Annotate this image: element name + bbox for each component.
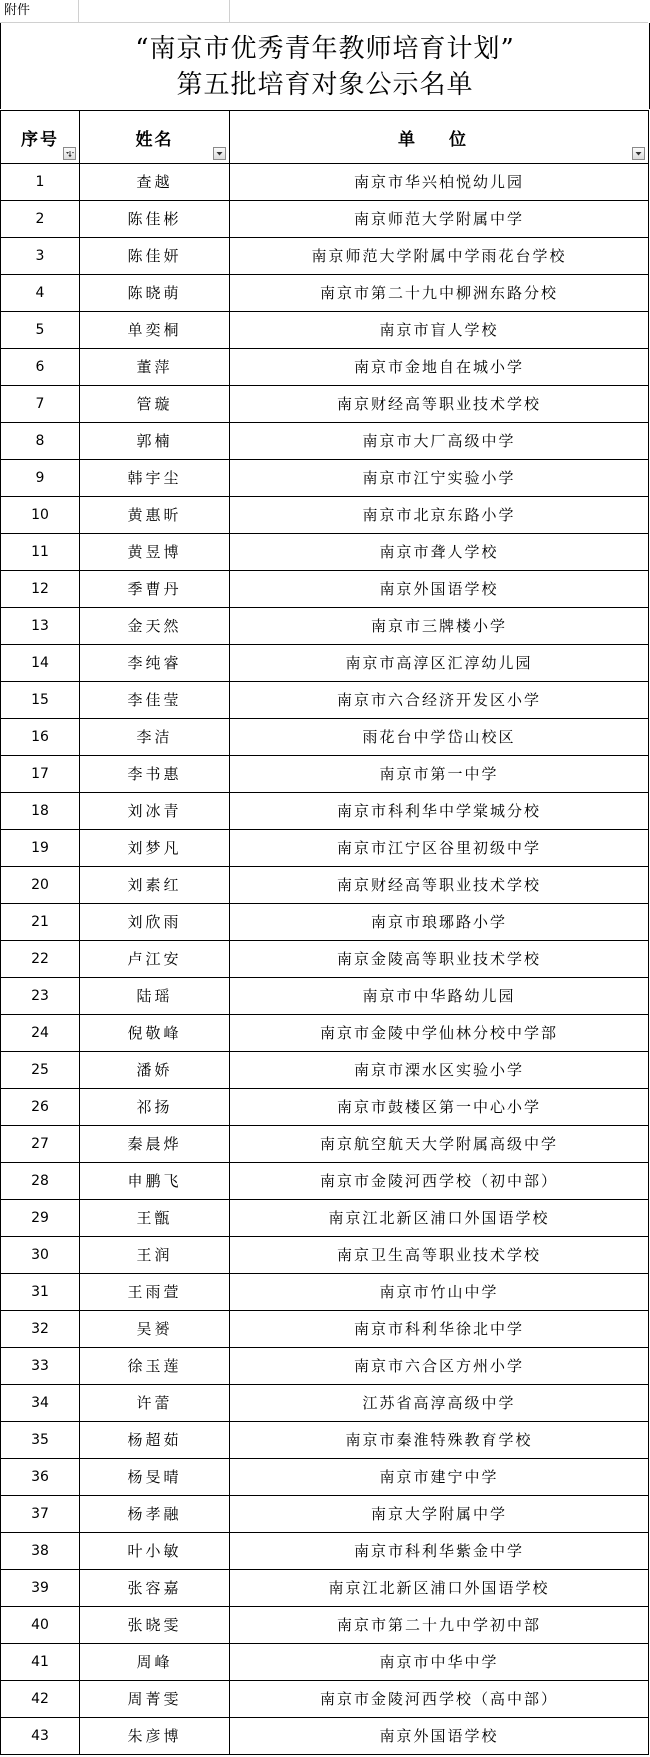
table-row: [1, 312, 649, 349]
name-cell[interactable]: 祁扬: [80, 1089, 230, 1126]
header-unit[interactable]: [230, 111, 649, 164]
unit-cell[interactable]: 雨花台中学岱山校区: [230, 719, 649, 756]
row-number-cell[interactable]: 27: [1, 1126, 80, 1163]
row-number-cell[interactable]: 1: [1, 164, 80, 201]
unit-cell[interactable]: 南京师范大学附属中学: [230, 201, 649, 238]
name-cell[interactable]: 杨超茹: [80, 1422, 230, 1459]
row-number-cell[interactable]: 33: [1, 1348, 80, 1385]
name-cell[interactable]: 季曹丹: [80, 571, 230, 608]
unit-cell[interactable]: 南京市金陵中学仙林分校中学部: [230, 1015, 649, 1052]
row-number-cell[interactable]: 24: [1, 1015, 80, 1052]
row-number-cell[interactable]: 10: [1, 497, 80, 534]
row-number-cell[interactable]: 18: [1, 793, 80, 830]
table-row: [1, 1237, 649, 1274]
unit-cell[interactable]: 南京市江宁区谷里初级中学: [230, 830, 649, 867]
table-row: [1, 645, 649, 682]
row-number-cell[interactable]: 26: [1, 1089, 80, 1126]
unit-cell[interactable]: 南京大学附属中学: [230, 1496, 649, 1533]
row-number-cell[interactable]: 12: [1, 571, 80, 608]
unit-cell[interactable]: 南京市科利华紫金中学: [230, 1533, 649, 1570]
name-cell[interactable]: 李纯睿: [80, 645, 230, 682]
name-cell[interactable]: 查越: [80, 164, 230, 201]
table-row: [1, 793, 649, 830]
row-number-cell[interactable]: 13: [1, 608, 80, 645]
row-number-cell[interactable]: 7: [1, 386, 80, 423]
table-row: [1, 1422, 649, 1459]
table-row: [1, 1533, 649, 1570]
name-cell[interactable]: 刘梦凡: [80, 830, 230, 867]
name-cell[interactable]: 陆瑶: [80, 978, 230, 1015]
name-cell[interactable]: 董萍: [80, 349, 230, 386]
row-number-cell[interactable]: 43: [1, 1718, 80, 1755]
table-row: [1, 497, 649, 534]
row-number-cell[interactable]: 15: [1, 682, 80, 719]
row-number-cell[interactable]: 19: [1, 830, 80, 867]
header-no-label: 序号: [21, 129, 59, 150]
row-number-cell[interactable]: 34: [1, 1385, 80, 1422]
name-cell[interactable]: 周菁雯: [80, 1681, 230, 1718]
unit-cell[interactable]: 南京市华兴柏悦幼儿园: [230, 164, 649, 201]
name-cell[interactable]: 张晓雯: [80, 1607, 230, 1644]
name-cell[interactable]: 黄惠昕: [80, 497, 230, 534]
row-number-cell[interactable]: 22: [1, 941, 80, 978]
unit-cell[interactable]: 南京市聋人学校: [230, 534, 649, 571]
name-cell[interactable]: 李书惠: [80, 756, 230, 793]
table-row: [1, 164, 649, 201]
unit-cell[interactable]: 南京市第一中学: [230, 756, 649, 793]
row-number-cell[interactable]: 11: [1, 534, 80, 571]
row-number-cell[interactable]: 36: [1, 1459, 80, 1496]
table-row: [1, 460, 649, 497]
name-cell[interactable]: 王润: [80, 1237, 230, 1274]
row-number-cell[interactable]: 42: [1, 1681, 80, 1718]
row-number-cell[interactable]: 35: [1, 1422, 80, 1459]
table-row: [1, 830, 649, 867]
row-number-cell[interactable]: 41: [1, 1644, 80, 1681]
name-cell[interactable]: 徐玉莲: [80, 1348, 230, 1385]
unit-cell[interactable]: 南京市六合经济开发区小学: [230, 682, 649, 719]
table-row: [1, 423, 649, 460]
row-number-cell[interactable]: 32: [1, 1311, 80, 1348]
unit-cell[interactable]: 南京外国语学校: [230, 1718, 649, 1755]
row-number-cell[interactable]: 17: [1, 756, 80, 793]
unit-cell[interactable]: 南京市秦淮特殊教育学校: [230, 1422, 649, 1459]
unit-cell[interactable]: 南京外国语学校: [230, 571, 649, 608]
table-row: [1, 1052, 649, 1089]
name-cell[interactable]: 黄昱博: [80, 534, 230, 571]
table-row: [1, 978, 649, 1015]
name-cell[interactable]: 张容嘉: [80, 1570, 230, 1607]
row-number-cell[interactable]: 21: [1, 904, 80, 941]
unit-cell[interactable]: 南京市第二十九中柳洲东路分校: [230, 275, 649, 312]
table-row: [1, 386, 649, 423]
row-number-cell[interactable]: 6: [1, 349, 80, 386]
name-cell[interactable]: 金天然: [80, 608, 230, 645]
row-number-cell[interactable]: 4: [1, 275, 80, 312]
name-cell[interactable]: 单奕桐: [80, 312, 230, 349]
table-row: [1, 1459, 649, 1496]
unit-cell[interactable]: 南京财经高等职业技术学校: [230, 386, 649, 423]
name-cell[interactable]: 杨旻晴: [80, 1459, 230, 1496]
name-cell[interactable]: 陈佳妍: [80, 238, 230, 275]
roster-table: [0, 110, 649, 1755]
name-cell[interactable]: 陈佳彬: [80, 201, 230, 238]
unit-cell[interactable]: 南京市科利华中学棠城分校: [230, 793, 649, 830]
header-row: [1, 111, 649, 164]
row-number-cell[interactable]: 30: [1, 1237, 80, 1274]
attachment-label[interactable]: 附件: [0, 0, 79, 22]
row-number-cell[interactable]: 20: [1, 867, 80, 904]
name-cell[interactable]: 杨孝融: [80, 1496, 230, 1533]
name-cell[interactable]: 卢江安: [80, 941, 230, 978]
row-number-cell[interactable]: 40: [1, 1607, 80, 1644]
name-cell[interactable]: 叶小敏: [80, 1533, 230, 1570]
unit-cell[interactable]: 南京市江宁实验小学: [230, 460, 649, 497]
title-block: [0, 23, 650, 109]
header-no[interactable]: [1, 111, 80, 164]
row-number-cell[interactable]: 14: [1, 645, 80, 682]
table-row: [1, 1496, 649, 1533]
name-cell[interactable]: 刘素红: [80, 867, 230, 904]
title-line-2: 第五批培育对象公示名单: [176, 70, 474, 100]
unit-cell[interactable]: 南京市三牌楼小学: [230, 608, 649, 645]
name-cell[interactable]: 李洁: [80, 719, 230, 756]
filter-dropdown-icon[interactable]: [632, 147, 645, 160]
table-row: [1, 238, 649, 275]
table-row: [1, 1089, 649, 1126]
table-row: [1, 867, 649, 904]
table-row: [1, 682, 649, 719]
unit-cell[interactable]: 南京航空航天大学附属高级中学: [230, 1126, 649, 1163]
table-row: [1, 1644, 649, 1681]
table-row: [1, 756, 649, 793]
unit-cell[interactable]: 南京师范大学附属中学雨花台学校: [230, 238, 649, 275]
table-row: [1, 571, 649, 608]
header-name-label: 姓名: [135, 129, 174, 150]
row-number-cell[interactable]: 29: [1, 1200, 80, 1237]
table-row: [1, 1681, 649, 1718]
unit-cell[interactable]: 南京市金陵河西学校（初中部）: [230, 1163, 649, 1200]
table-row: [1, 1126, 649, 1163]
table-row: [1, 719, 649, 756]
name-cell[interactable]: 韩宇尘: [80, 460, 230, 497]
name-cell[interactable]: 吴赟: [80, 1311, 230, 1348]
name-cell[interactable]: 朱彦博: [80, 1718, 230, 1755]
table-row: [1, 1570, 649, 1607]
name-cell[interactable]: 许蕾: [80, 1385, 230, 1422]
name-cell[interactable]: 王甑: [80, 1200, 230, 1237]
title-line-1: “南京市优秀青年教师培育计划”: [135, 34, 515, 64]
row-number-cell[interactable]: 16: [1, 719, 80, 756]
table-row: [1, 1348, 649, 1385]
row-number-cell[interactable]: 28: [1, 1163, 80, 1200]
name-cell[interactable]: 潘娇: [80, 1052, 230, 1089]
unit-cell[interactable]: 南京市六合区方州小学: [230, 1348, 649, 1385]
unit-cell[interactable]: 南京市高淳区汇淳幼儿园: [230, 645, 649, 682]
row-number-cell[interactable]: 2: [1, 201, 80, 238]
unit-cell[interactable]: 南京市北京东路小学: [230, 497, 649, 534]
unit-cell[interactable]: 南京市建宁中学: [230, 1459, 649, 1496]
name-cell[interactable]: 秦晨烨: [80, 1126, 230, 1163]
name-cell[interactable]: 申鹏飞: [80, 1163, 230, 1200]
unit-cell[interactable]: 南京市溧水区实验小学: [230, 1052, 649, 1089]
name-cell[interactable]: 刘冰青: [80, 793, 230, 830]
unit-cell[interactable]: 南京市盲人学校: [230, 312, 649, 349]
table-row: [1, 1311, 649, 1348]
table-row: [1, 1607, 649, 1644]
table-row: [1, 1163, 649, 1200]
table-row: [1, 534, 649, 571]
name-cell[interactable]: 陈晓萌: [80, 275, 230, 312]
table-row: [1, 1718, 649, 1755]
row-number-cell[interactable]: 37: [1, 1496, 80, 1533]
row-number-cell[interactable]: 3: [1, 238, 80, 275]
name-cell[interactable]: 倪敬峰: [80, 1015, 230, 1052]
table-row: [1, 201, 649, 238]
unit-cell[interactable]: 南京市金陵河西学校（高中部）: [230, 1681, 649, 1718]
name-cell[interactable]: 管璇: [80, 386, 230, 423]
row-number-cell[interactable]: 23: [1, 978, 80, 1015]
table-row: [1, 275, 649, 312]
table-row: [1, 349, 649, 386]
unit-cell[interactable]: 南京市鼓楼区第一中心小学: [230, 1089, 649, 1126]
name-cell[interactable]: 王雨萱: [80, 1274, 230, 1311]
unit-cell[interactable]: 南京财经高等职业技术学校: [230, 867, 649, 904]
table-row: [1, 1200, 649, 1237]
row-number-cell[interactable]: 31: [1, 1274, 80, 1311]
unit-cell[interactable]: 南京市中华路幼儿园: [230, 978, 649, 1015]
row-number-cell[interactable]: 9: [1, 460, 80, 497]
table-row: [1, 904, 649, 941]
unit-cell[interactable]: 南京市第二十九中学初中部: [230, 1607, 649, 1644]
filter-dropdown-icon[interactable]: [213, 147, 226, 160]
row-number-cell[interactable]: 25: [1, 1052, 80, 1089]
unit-cell[interactable]: 南京卫生高等职业技术学校: [230, 1237, 649, 1274]
unit-cell[interactable]: 南京市琅琊路小学: [230, 904, 649, 941]
unit-cell[interactable]: 南京市中华中学: [230, 1644, 649, 1681]
table-row: [1, 1015, 649, 1052]
table-row: [1, 1385, 649, 1422]
unit-cell[interactable]: 南京市科利华徐北中学: [230, 1311, 649, 1348]
name-cell[interactable]: 周峰: [80, 1644, 230, 1681]
name-cell[interactable]: 郭楠: [80, 423, 230, 460]
table-body: [1, 164, 649, 1755]
header-unit-label: 单 位: [398, 129, 480, 150]
unit-cell[interactable]: 南京市金地自在城小学: [230, 349, 649, 386]
table-row: [1, 941, 649, 978]
row-number-cell[interactable]: 5: [1, 312, 80, 349]
unit-cell[interactable]: 江苏省高淳高级中学: [230, 1385, 649, 1422]
table-row: [1, 608, 649, 645]
header-name[interactable]: [80, 111, 230, 164]
sort-filter-icon[interactable]: [63, 147, 76, 160]
empty-cell[interactable]: [79, 0, 230, 22]
row-number-cell[interactable]: 8: [1, 423, 80, 460]
name-cell[interactable]: 李佳莹: [80, 682, 230, 719]
name-cell[interactable]: 刘欣雨: [80, 904, 230, 941]
unit-cell[interactable]: 南京金陵高等职业技术学校: [230, 941, 649, 978]
row-number-cell[interactable]: 39: [1, 1570, 80, 1607]
table-row: [1, 1274, 649, 1311]
row-number-cell[interactable]: 38: [1, 1533, 80, 1570]
attachment-row: [0, 0, 648, 23]
unit-cell[interactable]: 南京市竹山中学: [230, 1274, 649, 1311]
unit-cell[interactable]: 南京市大厂高级中学: [230, 423, 649, 460]
unit-cell[interactable]: 南京江北新区浦口外国语学校: [230, 1570, 649, 1607]
unit-cell[interactable]: 南京江北新区浦口外国语学校: [230, 1200, 649, 1237]
